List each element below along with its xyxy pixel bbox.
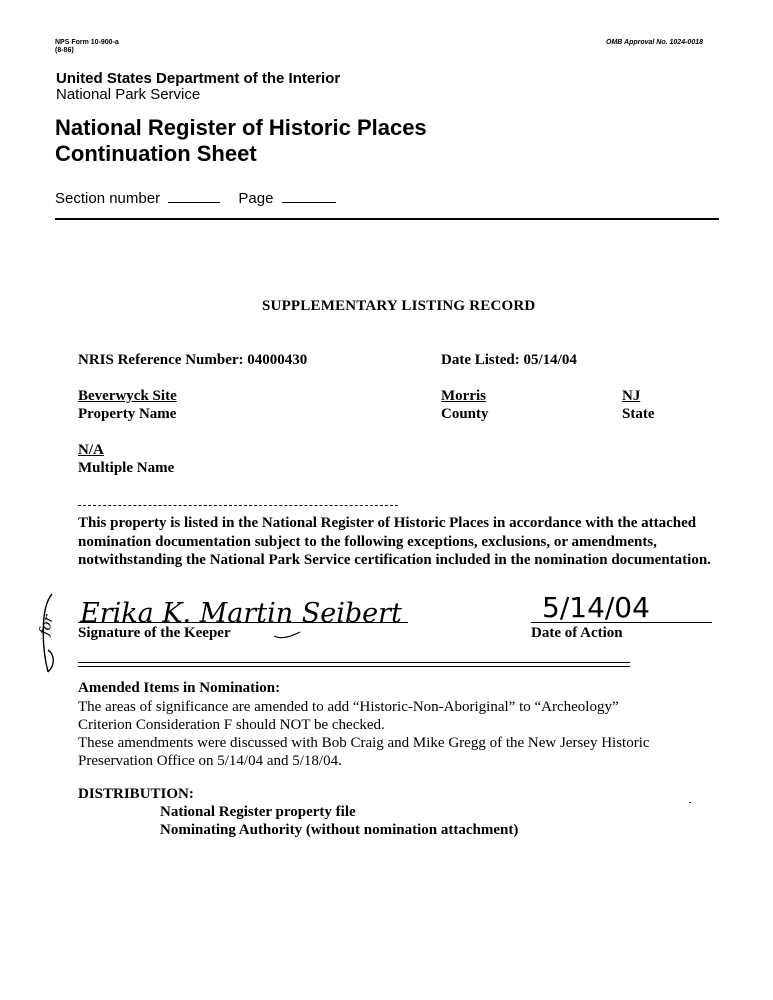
form-number-block	[55, 39, 119, 55]
multiple-name-label: Multiple Name	[78, 460, 175, 476]
action-date-line	[531, 622, 712, 623]
amended-line-3: These amendments were discussed with Bob Craig and Mike Gregg of the New Jersey Historic Preservation Office on 5/14/04 and 5/18/04.	[78, 735, 650, 769]
page-title: National Register of Historic Places	[55, 115, 427, 140]
section-page-line	[55, 190, 336, 207]
distribution-heading: DISTRIBUTION:	[78, 786, 194, 802]
state-value: NJ	[622, 388, 641, 404]
action-date-handwritten	[538, 586, 648, 626]
section-number-label: Section number	[55, 190, 161, 207]
amended-line-1: The areas of significance are amended to add “Historic-Non-Aboriginal” to “Archeology”	[78, 699, 619, 715]
nris-value: 04000430	[247, 352, 308, 368]
section-number-blank	[168, 202, 220, 203]
page-blank	[282, 202, 336, 203]
amended-heading: Amended Items in Nomination:	[78, 680, 281, 696]
action-date-label: Date of Action	[531, 625, 623, 641]
property-name-value: Beverwyck Site	[78, 388, 177, 404]
page-subtitle: Continuation Sheet	[55, 141, 257, 166]
certification-paragraph: This property is listed in the National Register of Historic Places in accordance with the attached nomination documentation subject to the following exceptions, exclusions, or amendments, notwithstanding the National Park Service certification included in the nomination documentation.	[78, 515, 711, 568]
form-date: (8-86)	[55, 47, 74, 54]
page-label: Page	[238, 190, 274, 207]
state-label: State	[622, 406, 655, 422]
county-label: County	[441, 406, 489, 422]
multiple-name-value: N/A	[78, 442, 104, 458]
record-heading: SUPPLEMENTARY LISTING RECORD	[262, 298, 536, 314]
department-name: United States Department of the Interior	[56, 70, 341, 87]
distribution-item: National Register property file	[160, 804, 356, 820]
date-listed-value: 05/14/04	[523, 352, 577, 368]
agency-name: National Park Service	[56, 86, 201, 103]
double-rule	[78, 662, 630, 667]
omb-approval: OMB Approval No. 1024-0018	[606, 39, 703, 46]
amended-line-2: Criterion Consideration F should NOT be checked.	[78, 717, 385, 733]
signature-label: Signature of the Keeper	[78, 625, 231, 641]
county-value: Morris	[441, 388, 486, 404]
scan-speck	[689, 802, 691, 803]
nris-reference	[78, 352, 307, 369]
distribution-item: Nominating Authority (without nomination attachment)	[160, 822, 519, 838]
signature-script: Erika K. Martin Seibert	[80, 598, 402, 629]
signature-line	[78, 622, 408, 623]
date-listed	[441, 352, 577, 369]
dashed-divider	[78, 505, 398, 506]
nris-label: NRIS Reference Number:	[78, 352, 244, 368]
date-listed-label: Date Listed:	[441, 352, 520, 368]
header-rule	[55, 218, 719, 220]
action-date-script: 5/14/04	[542, 591, 650, 624]
signature-for: for	[36, 613, 58, 638]
form-number: NPS Form 10-900-a	[55, 39, 119, 46]
property-name-label: Property Name	[78, 406, 177, 422]
